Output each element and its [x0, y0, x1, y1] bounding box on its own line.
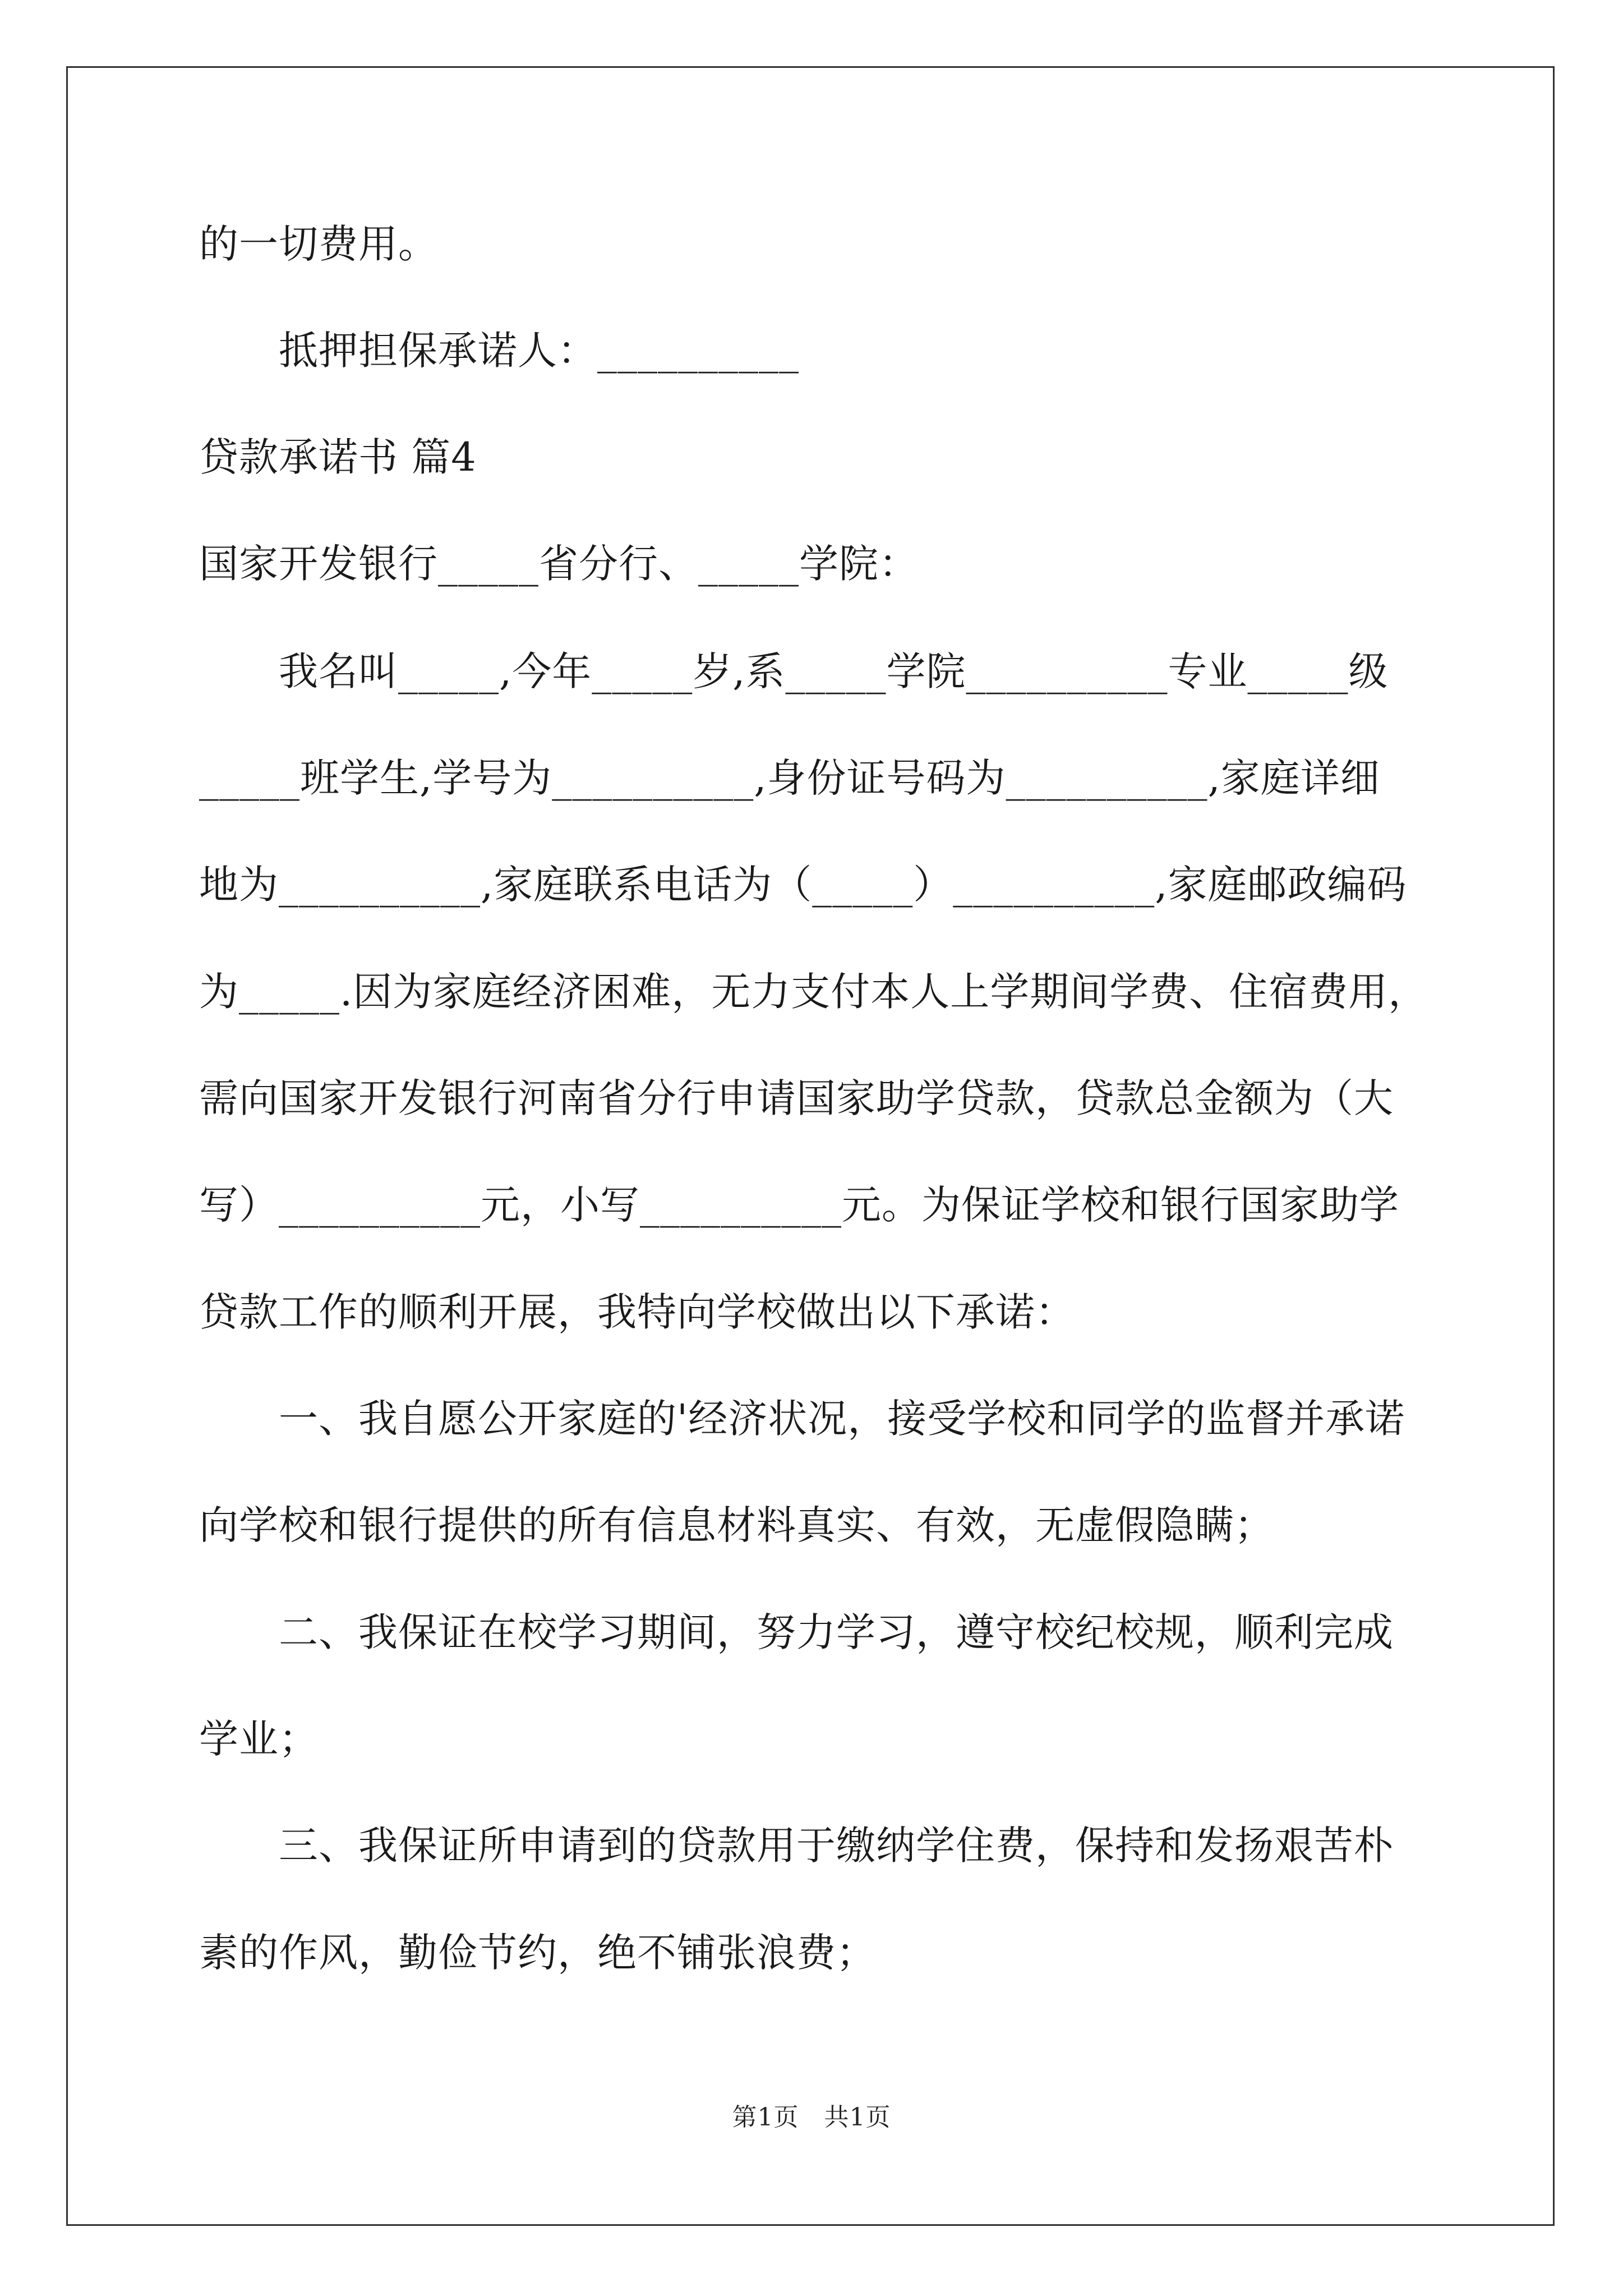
paragraph-line: 二、我保证在校学习期间，努力学习，遵守校纪校规，顺利完成 [279, 1609, 1394, 1655]
signature-line: 抵押担保承诺人：__________ [279, 328, 799, 374]
paragraph-line: 地为__________,家庭联系电话为（_____）__________,家庭邮政编码 [199, 862, 1407, 908]
salutation-line: 国家开发银行_____省分行、_____学院： [199, 541, 919, 587]
page-border [66, 66, 1555, 2226]
paragraph-line: 向学校和银行提供的所有信息材料真实、有效，无虚假隐瞒； [199, 1502, 1274, 1548]
section-heading: 贷款承诺书 篇4 [199, 434, 477, 480]
paragraph-line: 需向国家开发银行河南省分行申请国家助学贷款，贷款总金额为（大 [199, 1075, 1394, 1121]
paragraph-line: 我名叫_____,今年_____岁,系_____学院__________专业_____级 [279, 648, 1389, 694]
paragraph-line: 素的作风，勤俭节约，绝不铺张浪费； [199, 1930, 876, 1976]
paragraph-line: 学业； [199, 1716, 319, 1762]
paragraph-line: 为_____.因为家庭经济困难，无力支付本人上学期间学费、住宿费用， [199, 969, 1428, 1015]
page-footer: 第1页 共1页 [732, 2103, 891, 2132]
paragraph-line: 三、我保证所申请到的贷款用于缴纳学住费，保持和发扬艰苦朴 [279, 1823, 1394, 1869]
paragraph-line: 写）__________元，小写__________元。为保证学校和银行国家助学 [199, 1182, 1399, 1228]
paragraph-line: 的一切费用。 [199, 221, 438, 267]
paragraph-line: _____班学生,学号为__________,身份证号码为__________,家庭详细 [199, 755, 1380, 801]
paragraph-line: 贷款工作的顺利开展，我特向学校做出以下承诺： [199, 1289, 1075, 1335]
paragraph-line: 一、我自愿公开家庭的'经济状况，接受学校和同学的监督并承诺 [279, 1396, 1405, 1442]
